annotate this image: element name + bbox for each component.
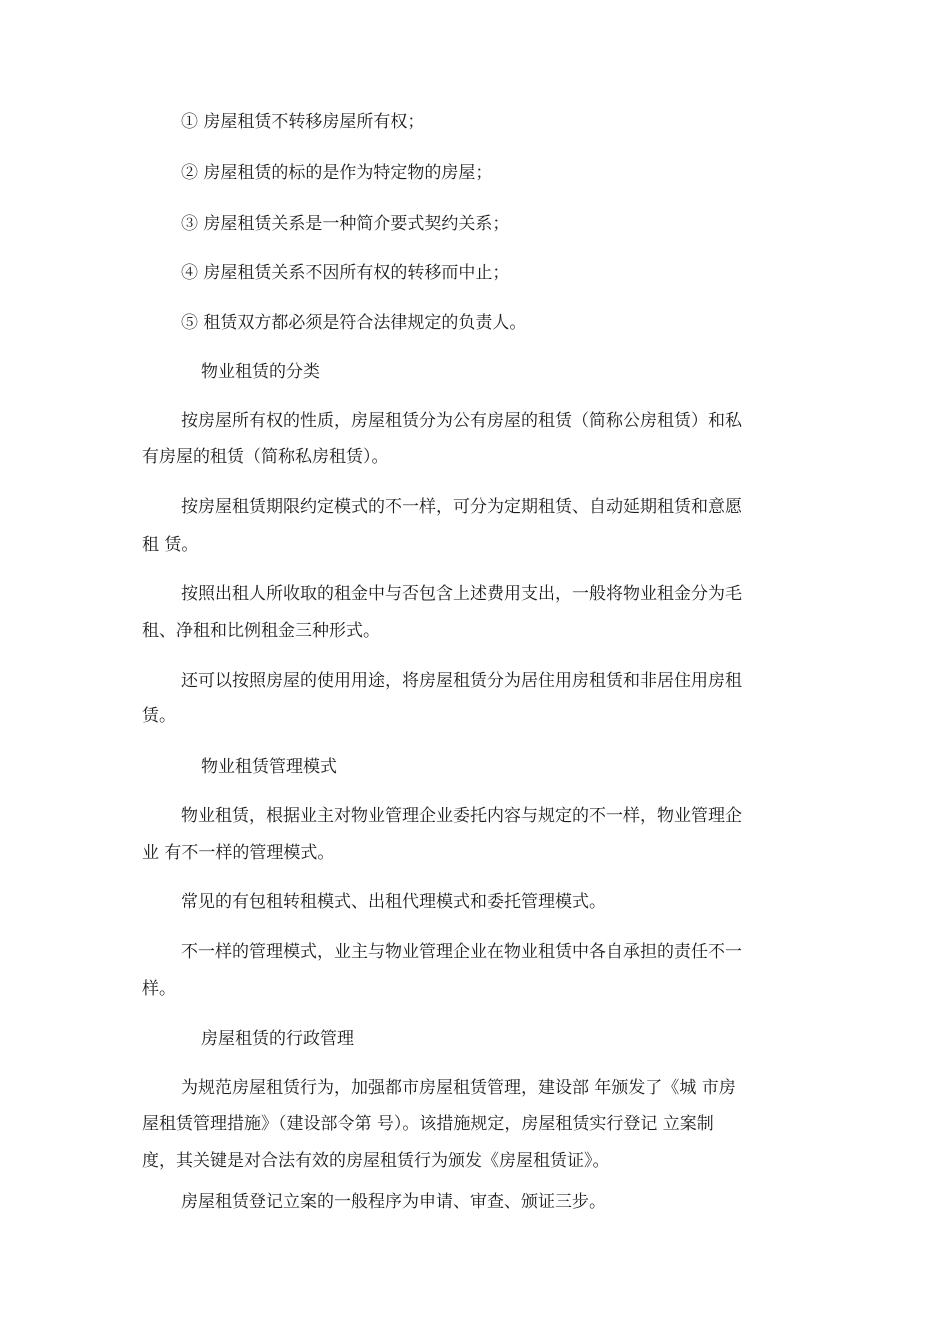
paragraph-line: 赁。 <box>142 706 176 726</box>
paragraph-line: 不一样的管理模式，业主与物业管理企业在物业租赁中各自承担的责任不一 <box>181 942 742 962</box>
section-heading: 物业租赁的分类 <box>201 362 320 382</box>
paragraph-line: 业 有不一样的管理模式。 <box>142 843 335 863</box>
paragraph-line: 租 赁。 <box>142 535 199 555</box>
paragraph-line: 还可以按照房屋的使用用途，将房屋租赁分为居住用房租赁和非居住用房租 <box>181 671 742 691</box>
paragraph-line: 按照出租人所收取的租金中与否包含上述费用支出，一般将物业租金分为毛 <box>181 584 742 604</box>
paragraph-line: 物业租赁，根据业主对物业管理企业委托内容与规定的不一样，物业管理企 <box>181 806 742 826</box>
list-item: ③ 房屋租赁关系是一种简介要式契约关系； <box>181 214 510 234</box>
paragraph-line: 样。 <box>142 979 176 999</box>
paragraph-line: 按房屋所有权的性质，房屋租赁分为公有房屋的租赁（简称公房租赁）和私 <box>181 411 742 431</box>
section-heading: 物业租赁管理模式 <box>201 757 337 777</box>
paragraph-line: 为规范房屋租赁行为，加强都市房屋租赁管理，建设部 年颁发了《城 市房 <box>181 1078 736 1098</box>
list-item: ④ 房屋租赁关系不因所有权的转移而中止； <box>181 263 510 283</box>
paragraph-line: 常见的有包租转租模式、出租代理模式和委托管理模式。 <box>181 892 606 912</box>
paragraph-line: 有房屋的租赁（简称私房租赁）。 <box>142 447 389 467</box>
paragraph-line: 房屋租赁登记立案的一般程序为申请、审查、颁证三步。 <box>181 1192 606 1212</box>
list-item: ① 房屋租赁不转移房屋所有权； <box>181 112 425 132</box>
section-heading: 房屋租赁的行政管理 <box>201 1029 354 1049</box>
paragraph-line: 租、净租和比例租金三种形式。 <box>142 621 380 641</box>
list-item: ⑤ 租赁双方都必须是符合法律规定的负责人。 <box>181 313 527 333</box>
paragraph-line: 屋租赁管理措施》（建设部令第 号）。该措施规定，房屋租赁实行登记 立案制 <box>142 1114 714 1134</box>
paragraph-line: 度，其关键是对合法有效的房屋租赁行为颁发《房屋租赁证》。 <box>142 1151 610 1171</box>
paragraph-line: 按房屋租赁期限约定模式的不一样，可分为定期租赁、自动延期租赁和意愿 <box>181 497 742 517</box>
list-item: ② 房屋租赁的标的是作为特定物的房屋； <box>181 163 493 183</box>
